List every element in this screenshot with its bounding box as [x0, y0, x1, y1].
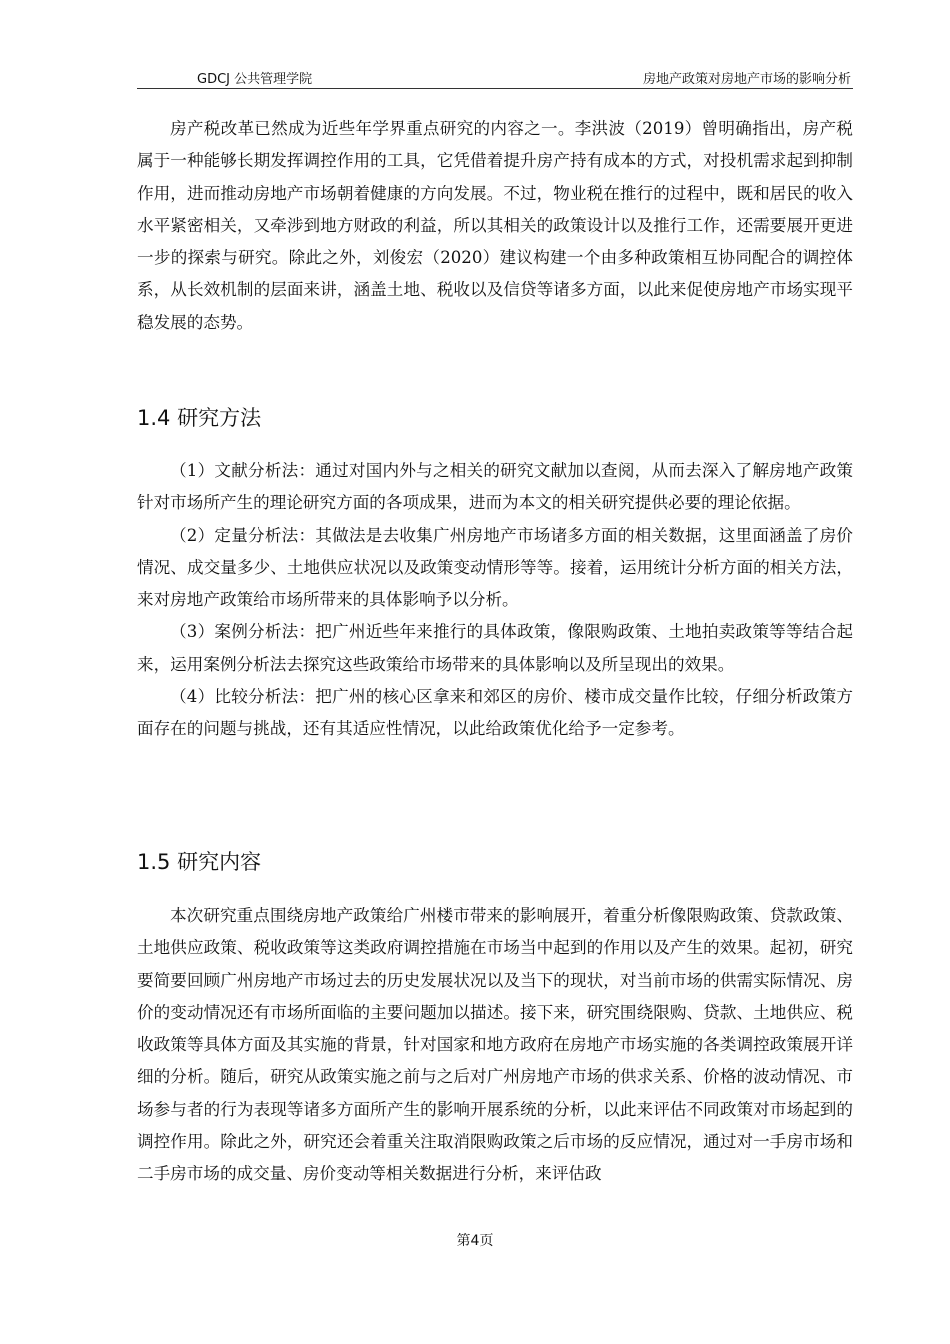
research-methods-list — [137, 455, 853, 746]
method-literature-analysis: （1）文献分析法：通过对国内外与之相关的研究文献加以查阅，从而去深入了解房地产政策针对市场所产生的理论研究方面的各项成果，进而为本文的相关研究提供必要的理论依据。 — [137, 461, 853, 513]
section-heading-1-5: 1.5 研究内容 — [137, 850, 262, 874]
research-content-section — [137, 900, 853, 1191]
header-institution: GDCJ 公共管理学院 — [197, 72, 313, 87]
page-header — [137, 64, 853, 89]
intro-section — [137, 113, 853, 339]
page-number: 第4页 — [456, 1233, 494, 1249]
method-case-analysis: （3）案例分析法：把广州近些年来推行的具体政策，像限购政策、土地拍卖政策等等结合起来，运用案例分析法去探究这些政策给市场带来的具体影响以及所呈现出的效果。 — [137, 622, 853, 674]
method-comparative-analysis: （4）比较分析法：把广州的核心区拿来和郊区的房价、楼市成交量作比较，仔细分析政策方面存在的问题与挑战，还有其适应性情况，以此给政策优化给予一定参考。 — [137, 687, 853, 739]
method-quantitative-analysis: （2）定量分析法：其做法是去收集广州房地产市场诸多方面的相关数据，这里面涵盖了房价情况、成交量多少、土地供应状况以及政策变动情形等等。接着，运用统计分析方面的相关方法，来对房地产政策给市场所带来的具体影响予以分析。 — [137, 525, 853, 610]
research-content-paragraph: 本次研究重点围绕房地产政策给广州楼市带来的影响展开，着重分析像限购政策、贷款政策、土地供应政策、税收政策等这类政府调控措施在市场当中起到的作用以及产生的效果。起初，研究要简要回顾广州房地产市场过去的历史发展状况以及当下的现状，对当前市场的供需实际情况、房价的变动情况还有市场所面临的主要问题加以描述。接下来，研究围绕限购、贷款、土地供应、税收政策等具体方面及其实施的背景，针对国家和地方政府在房地产市场实施的各类调控政策展开详细的分析。随后，研究从政策实施之前与之后对广州房地产市场的供求关系、价格的波动情况、市场参与者的行为表现等诸多方面所产生的影响开展系统的分析，以此来评估不同政策对市场起到的调控作用。除此之外，研究还会着重关注取消限购政策之后市场的反应情况，通过对一手房市场和二手房市场的成交量、房价变动等相关数据进行分析，来评估政 — [137, 906, 853, 1184]
header-document-title: 房地产政策对房地产市场的影响分析 — [642, 72, 851, 87]
intro-paragraph: 房产税改革已然成为近些年学界重点研究的内容之一。李洪波（2019）曾明确指出，房产税属于一种能够长期发挥调控作用的工具，它凭借着提升房产持有成本的方式，对投机需求起到抑制作用，进而推动房地产市场朝着健康的方向发展。不过，物业税在推行的过程中，既和居民的收入水平紧密相关，又牵涉到地方财政的利益，所以其相关的政策设计以及推行工作，还需要展开更进一步的探索与研究。除此之外，刘俊宏（2020）建议构建一个由多种政策相互协同配合的调控体系，从长效机制的层面来讲，涵盖土地、税收以及信贷等诸多方面，以此来促使房地产市场实现平稳发展的态势。 — [137, 119, 853, 332]
section-heading-1-4: 1.4 研究方法 — [137, 406, 262, 430]
